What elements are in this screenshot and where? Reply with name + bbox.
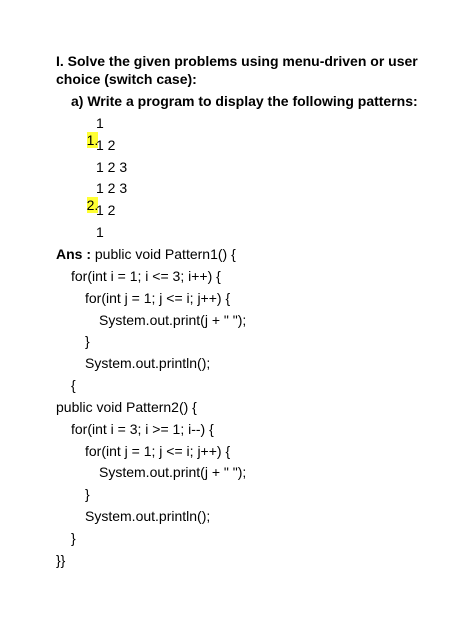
answer-first-line (56, 246, 236, 263)
code-line: System.out.print(j + " "); (99, 464, 247, 480)
code-line: System.out.println(); (85, 508, 211, 524)
code-line: public void Pattern1() { (91, 246, 236, 262)
question-heading-line-1: I. Solve the given problems using menu-driven or user (56, 53, 418, 69)
code-line: }} (56, 552, 66, 568)
code-line: for(int j = 1; j <= i; j++) { (85, 290, 231, 306)
pattern-1-row: 1 2 3 (96, 159, 128, 175)
pattern-1-number: 1. (86, 132, 99, 148)
pattern-2-row: 1 2 (96, 202, 116, 218)
code-line: } (85, 333, 90, 349)
pattern-2-row: 1 (96, 224, 104, 240)
pattern-2-number: 2. (86, 197, 99, 213)
code-line: System.out.print(j + " "); (99, 312, 247, 328)
question-heading-line-2: choice (switch case): (56, 71, 197, 87)
code-line: for(int j = 1; j <= i; j++) { (85, 443, 231, 459)
code-line: for(int i = 3; i >= 1; i--) { (71, 421, 214, 437)
pattern-1-row: 1 2 (96, 137, 116, 153)
answer-label: Ans : (56, 246, 91, 262)
question-subheading: a) Write a program to display the following patterns: (71, 93, 418, 109)
pattern-2-marker (71, 180, 98, 231)
pattern-1-marker (71, 115, 98, 166)
code-line: public void Pattern2() { (56, 399, 197, 415)
code-line: } (71, 530, 76, 546)
pattern-1-row: 1 (96, 115, 104, 131)
code-line: } (85, 486, 90, 502)
code-line: { (71, 377, 76, 393)
code-line: for(int i = 1; i <= 3; i++) { (71, 268, 221, 284)
pattern-2-row: 1 2 3 (96, 180, 128, 196)
code-line: System.out.println(); (85, 355, 211, 371)
